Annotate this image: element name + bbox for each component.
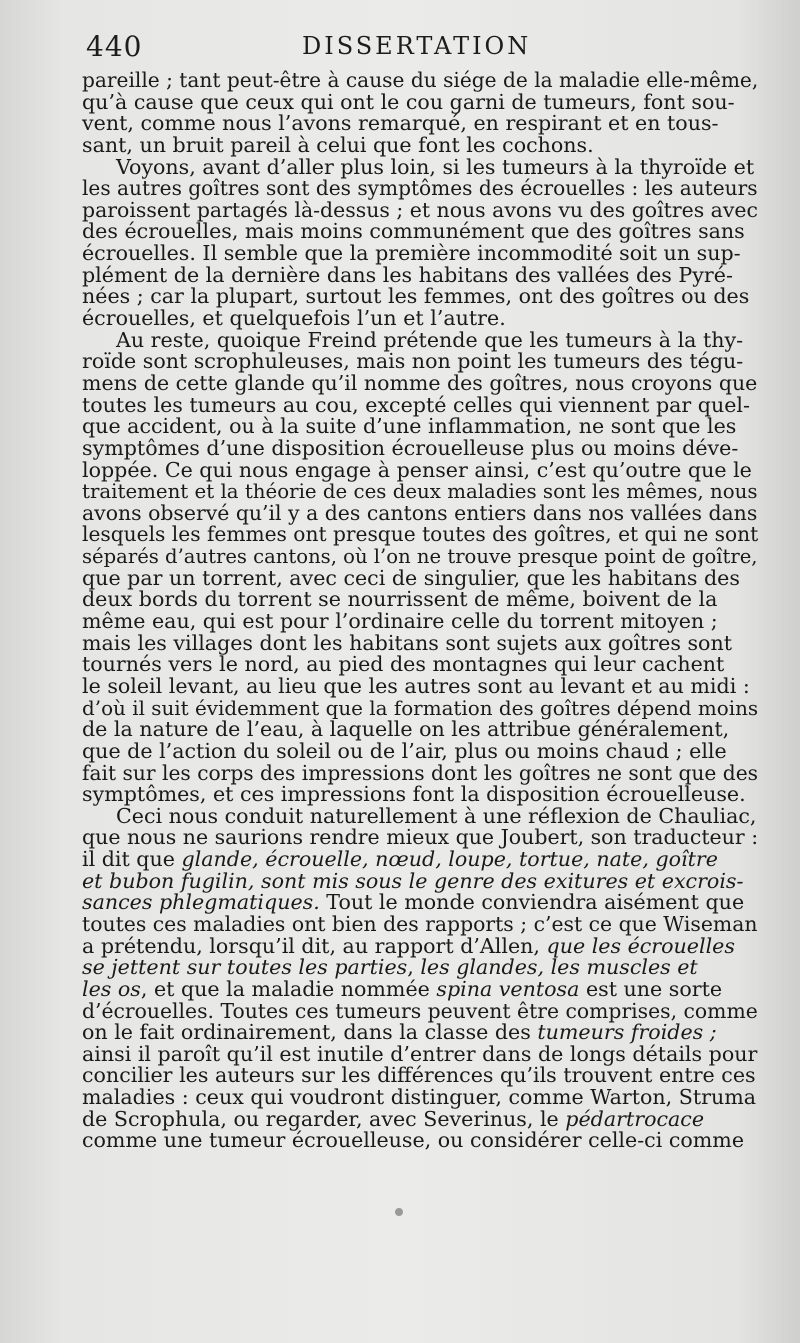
text-line: [82, 197, 758, 222]
text-line: [82, 565, 758, 590]
line-text: a prétendu, lorsqu’il dit, au rapport d’Allen,: [82, 933, 547, 958]
text-line: [82, 760, 759, 785]
line-text: d’où il suit évidemment que la formation des goîtres dépend moins: [82, 696, 759, 720]
line-text: toutes les tumeurs au cou, excepté celles qui viennent par quel-: [82, 392, 750, 417]
text-line: [82, 262, 758, 287]
text-line: [82, 221, 758, 243]
line-text: il dit que: [82, 847, 182, 872]
line-text: traitement et la théorie de ces deux maladies sont les mêmes, nous: [82, 480, 758, 504]
text-line: [82, 1087, 758, 1109]
line-text: Tout le monde conviendra aisément que: [319, 890, 745, 915]
text-line: [82, 1106, 758, 1131]
body-text: [82, 70, 758, 1152]
line-text: symptômes, et ces impressions font la disposition écrouelleuse.: [82, 782, 746, 807]
text-line: [82, 911, 758, 936]
line-text: avons observé qu’il y a des cantons entiers dans nos vallées dans: [82, 500, 758, 525]
text-line: [82, 113, 758, 135]
text-line: [82, 957, 758, 979]
line-text: séparés d’autres cantons, où l’on ne trouve presque point de goître,: [82, 545, 758, 569]
line-text: deux bords du torrent se nourrissent de même, boivent de la: [82, 587, 718, 612]
text-line: [82, 327, 758, 352]
text-line: [82, 524, 758, 546]
line-text: ,: [407, 955, 421, 980]
line-text: paroissent partagés là-dessus ; et nous avons vu des goîtres avec: [82, 197, 758, 222]
line-text: mais les villages dont les habitans sont sujets aux goîtres sont: [82, 630, 732, 655]
running-head: DISSERTATION: [302, 32, 532, 60]
line-text: plément de la dernière dans les habitans des vallées des Pyré-: [82, 262, 733, 287]
line-text: , et que la maladie nommée: [140, 976, 437, 1001]
text-line: [82, 698, 758, 720]
text-line: [82, 654, 758, 676]
text-line: [82, 70, 758, 92]
line-text: concilier les auteurs sur les différences qu’ils trouvent entre ces: [82, 1063, 756, 1088]
text-line: [82, 546, 758, 568]
text-line: [82, 589, 758, 611]
line-text: écrouelles. Il semble que la première incommodité soit un sup-: [82, 241, 741, 266]
text-line: [82, 719, 758, 741]
text-line: [82, 1041, 758, 1066]
text-line: [82, 178, 758, 200]
line-text: mens de cette glande qu’il nomme des goîtres, nous croyons que: [82, 370, 758, 395]
line-text: Ceci nous conduit naturellement à une réflexion de Chauliac,: [116, 803, 757, 828]
line-text: Voyons, avant d’aller plus loin, si les tumeurs à la thyroïde et: [116, 154, 755, 179]
line-text: est une sorte: [579, 976, 723, 1001]
italic-text: pédartrocace: [565, 1106, 705, 1131]
line-text: les autres goîtres sont des symptômes des écrouelles : les auteurs: [82, 176, 758, 201]
text-line: [82, 784, 758, 806]
text-line: [82, 243, 758, 265]
italic-text: spina ventosa: [436, 976, 580, 1001]
line-text: on le fait ordinairement, dans la classe des: [82, 1020, 538, 1045]
line-text: comme une tumeur écrouelleuse, ou considérer celle-ci comme: [82, 1128, 745, 1153]
text-line: [82, 481, 758, 503]
text-line: [82, 630, 758, 655]
line-text: fait sur les corps des impressions dont les goîtres ne sont que des: [82, 760, 759, 785]
line-text: écrouelles, et quelquefois l’un et l’autre.: [82, 306, 506, 331]
text-line: [82, 308, 758, 330]
text-line: [82, 1130, 758, 1152]
line-text: que nous ne saurions rendre mieux que Joubert, son traducteur :: [82, 825, 759, 850]
line-text: que accident, ou à la suite d’une inflammation, ne sont que les: [82, 414, 737, 439]
text-line: [82, 154, 758, 179]
ink-stain: [395, 1208, 403, 1216]
text-line: [82, 351, 758, 373]
text-line: [82, 500, 758, 525]
line-text: que de l’action du soleil ou de l’air, plus ou moins chaud ; elle: [82, 738, 727, 763]
line-text: sant, un bruit pareil à celui que font les cochons.: [82, 132, 594, 157]
text-line: [82, 286, 758, 308]
text-line: [82, 868, 758, 893]
line-text: symptômes d’une disposition écrouelleuse plus ou moins déve-: [82, 435, 739, 460]
text-line: [82, 132, 758, 157]
text-line: [82, 849, 758, 871]
text-line: [82, 89, 758, 114]
line-text: loppée. Ce qui nous engage à penser ainsi, c’est qu’outre que le: [82, 457, 752, 482]
line-text: qu’à cause que ceux qui ont le cou garni de tumeurs, font sou-: [82, 89, 735, 114]
line-text: toutes ces maladies ont bien des rapports ; c’est ce que Wiseman: [82, 911, 758, 936]
page-number: 440: [86, 30, 143, 63]
text-line: [82, 998, 758, 1023]
italic-text: que les écrouelles: [546, 933, 735, 958]
line-text: pareille ; tant peut-être à cause du siége de la maladie elle-même,: [82, 68, 759, 92]
text-line: [82, 1022, 758, 1044]
line-text: vent, comme nous l’avons remarqué, en respirant et en tous-: [82, 111, 719, 136]
line-text: que par un torrent, avec ceci de singulier, que les habitans des: [82, 565, 740, 590]
text-line: [82, 392, 758, 417]
italic-text: glande, écrouelle, nœud, loupe, tortue, nate, goître: [181, 847, 718, 872]
italic-text: et bubon fugilin, sont mis sous le genre des exitures et excrois-: [82, 868, 744, 893]
line-text: des écrouelles, mais moins communément que des goîtres sans: [82, 219, 745, 244]
page-header: [86, 30, 760, 70]
italic-text: sances phlegmatiques.: [82, 890, 320, 915]
text-line: [82, 738, 758, 763]
text-line: [82, 933, 758, 958]
text-line: [82, 370, 758, 395]
line-text: Au reste, quoique Freind prétende que les tumeurs à la thy-: [116, 327, 744, 352]
text-line: [82, 673, 758, 698]
line-text: ainsi il paroît qu’il est inutile d’entrer dans de longs détails pour: [82, 1041, 758, 1066]
line-text: roïde sont scrophuleuses, mais non point les tumeurs des tégu-: [82, 349, 744, 374]
text-line: [82, 611, 758, 633]
text-line: [82, 976, 758, 1001]
line-text: maladies : ceux qui voudront distinguer, comme Warton, Struma: [82, 1085, 757, 1110]
text-line: [82, 416, 758, 438]
line-text: d’écrouelles. Toutes ces tumeurs peuvent être comprises, comme: [82, 998, 758, 1023]
text-line: [82, 435, 758, 460]
line-text: le soleil levant, au lieu que les autres sont au levant et au midi :: [82, 673, 750, 698]
line-text: tournés vers le nord, au pied des montagnes qui leur cachent: [82, 652, 725, 677]
italic-text: se jettent sur toutes les parties: [82, 955, 408, 980]
text-line: [82, 803, 758, 828]
text-line: [82, 892, 758, 914]
line-text: de Scrophula, ou regarder, avec Severinus, le: [82, 1106, 566, 1131]
line-text: même eau, qui est pour l’ordinaire celle du torrent mitoyen ;: [82, 609, 718, 634]
line-text: de la nature de l’eau, à laquelle on les attribue généralement,: [82, 717, 730, 742]
text-line: [82, 457, 758, 482]
line-text: nées ; car la plupart, surtout les femmes, ont des goîtres ou des: [82, 284, 750, 309]
italic-text: les glandes, les muscles et: [420, 955, 698, 980]
italic-text: tumeurs froides ;: [537, 1020, 717, 1045]
text-line: [82, 827, 758, 849]
line-text: lesquels les femmes ont presque toutes des goîtres, et qui ne sont: [82, 522, 759, 547]
text-line: [82, 1065, 758, 1087]
italic-text: les os: [82, 976, 141, 1001]
